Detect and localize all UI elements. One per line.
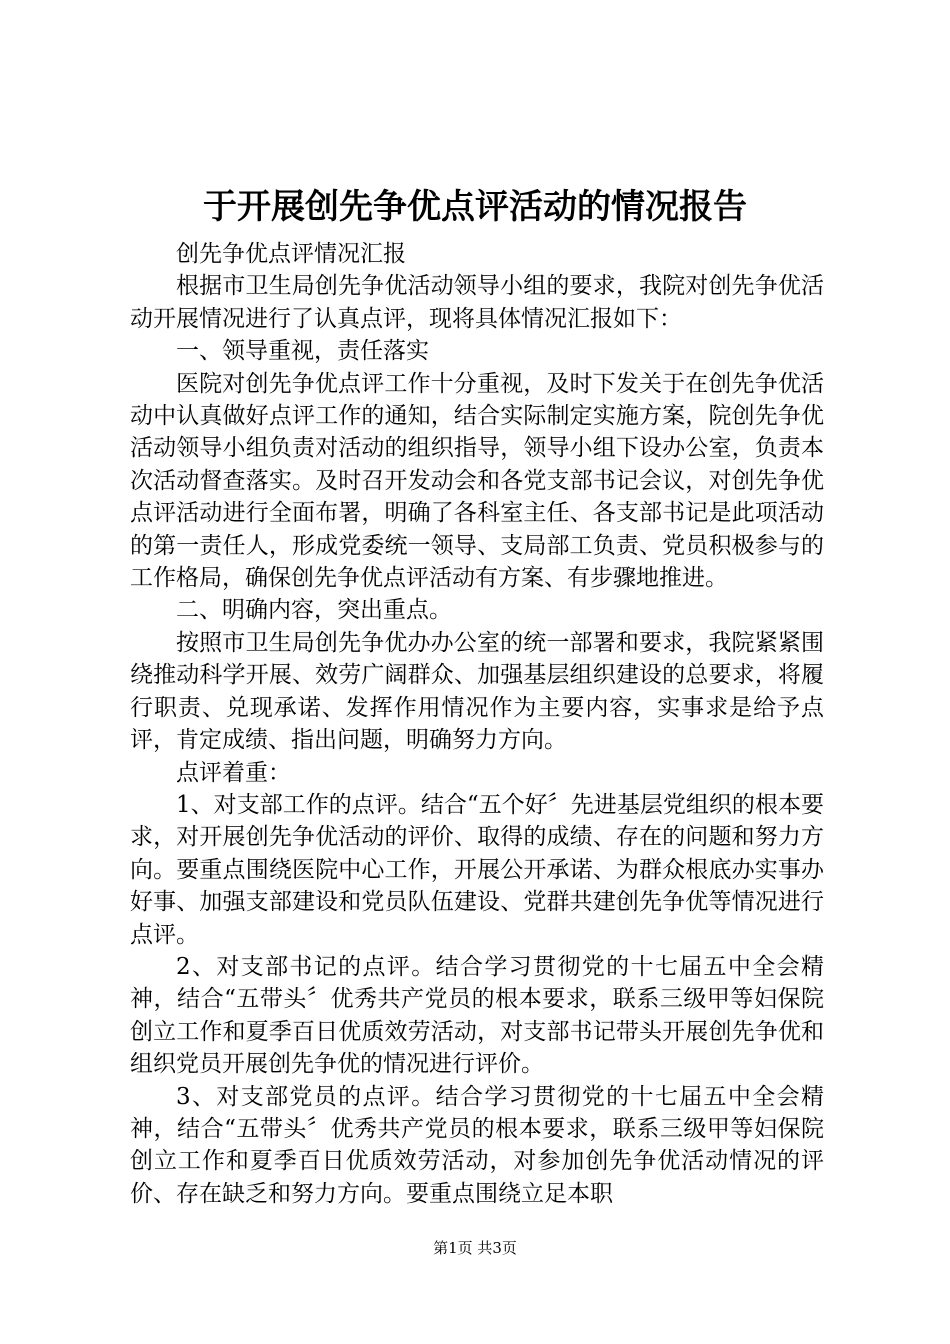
paragraph-subtitle: 创先争优点评情况汇报 [176, 241, 406, 267]
section-heading-1: 一、领导重视，责任落实 [176, 338, 429, 365]
paragraph-item-3: 3、对支部党员的点评。结合学习贯彻党的十七届五中全会精神，结合“五带头〞优秀共产党员的根本要求，联系三级甲等妇保院创立工作和夏季百日优质效劳活动，对参加创先争优活动情况的评价、存在缺乏和努力方向。要重点围绕立足本职 [130, 1083, 824, 1207]
paragraph-intro: 根据市卫生局创先争优活动领导小组的要求，我院对创先争优活动开展情况进行了认真点评，现将具体情况汇报如下： [130, 273, 824, 332]
section-heading-2: 二、明确内容，突出重点。 [176, 597, 452, 624]
paragraph-focus-label: 点评着重： [176, 759, 291, 786]
paragraph-item-2: 2、对支部书记的点评。结合学习贯彻党的十七届五中全会精神，结合“五带头〞优秀共产党员的根本要求，联系三级甲等妇保院创立工作和夏季百日优质效劳活动，对支部书记带头开展创先争优和组织党员开展创先争优的情况进行评价。 [130, 953, 824, 1078]
page-footer: 第1页 共3页 [433, 1239, 517, 1257]
paragraph-section-2: 按照市卫生局创先争优办办公室的统一部署和要求，我院紧紧围绕推动科学开展、效劳广阔群众、加强基层组织建设的总要求，将履行职责、兑现承诺、发挥作用情况作为主要内容，实事求是给予点评，肯定成绩、指出问题，明确努力方向。 [130, 629, 824, 754]
paragraph-section-1: 医院对创先争优点评工作十分重视，及时下发关于在创先争优活动中认真做好点评工作的通知，结合实际制定实施方案，院创先争优活动领导小组负责对活动的组织指导，领导小组下设办公室，负责本次活动督查落实。及时召开发动会和各党支部书记会议，对创先争优点评活动进行全面布署，明确了各科室主任、各支部书记是此项活动的第一责任人，形成党委统一领导、支局部工负责、党员积极参与的工作格局，确保创先争优点评活动有方案、有步骤地推进。 [130, 370, 824, 592]
document-body [130, 238, 824, 1210]
document-title: 于开展创先争优点评活动的情况报告 [203, 187, 747, 227]
paragraph-item-1: 1、对支部工作的点评。结合“五个好〞先进基层党组织的根本要求，对开展创先争优活动的评价、取得的成绩、存在的问题和努力方向。要重点围绕医院中心工作，开展公开承诺、为群众根底办实事办好事、加强支部建设和党员队伍建设、党群共建创先争优等情况进行点评。 [130, 791, 824, 948]
